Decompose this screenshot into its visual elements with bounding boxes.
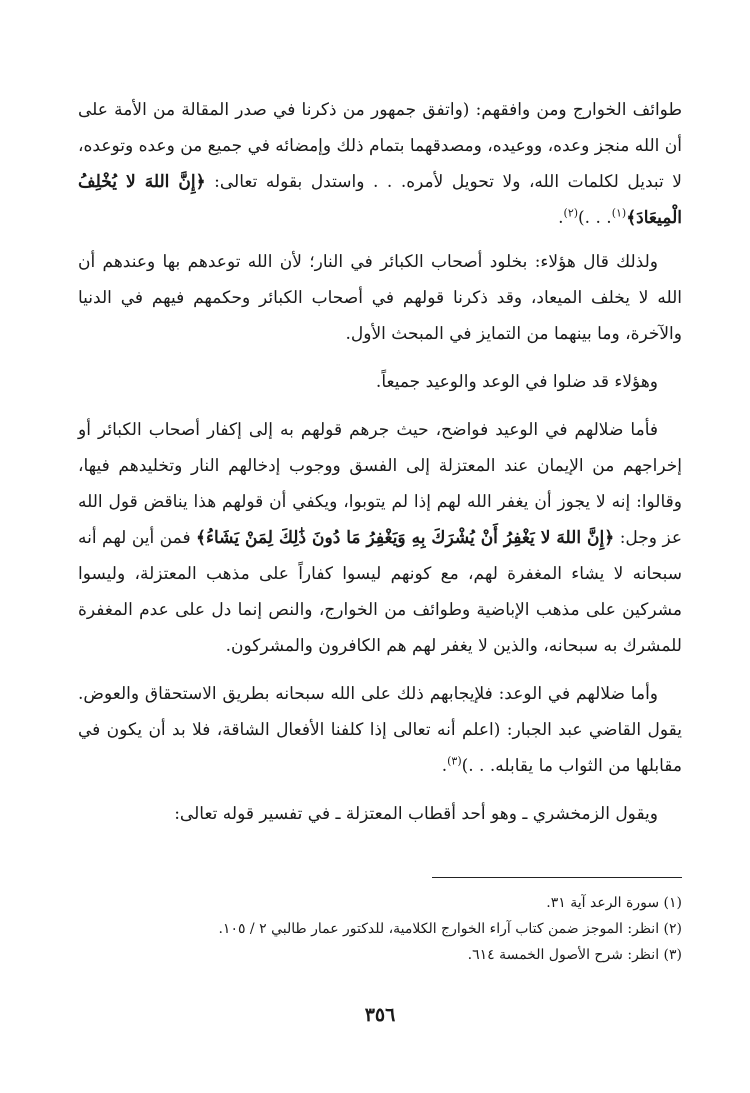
footnote-2: (٢) انظر: الموجز ضمن كتاب آراء الخوارج الكلامية، للدكتور عمار طالبي ٢ / ١٠٥. [218,921,682,937]
paragraph-3: وهؤلاء قد ضلوا في الوعد والوعيد جميعاً. [375,372,658,392]
paragraph-5-end: . [441,756,448,776]
paragraph-6: ويقول الزمخشري ـ وهو أحد أقطاب المعتزلة ـ في تفسير قوله تعالى: [174,804,658,824]
page-body [78,92,682,1052]
footnote-ref-3[interactable]: (٣) [447,754,462,768]
paragraph-1 [78,92,682,236]
page-number: ٣٥٦ [364,1004,396,1026]
footnote-ref-2[interactable]: (٢) [563,206,579,220]
paragraph-4-continuation: فمن أين لهم أنه سبحانه لا يشاء المغفرة لهم، مع كونهم ليسوا كفاراً على مذهب المعتزلة، وليسوا مشركين على مذهب الإباضية وطوائف من الخوارج، والنص إنما دل على عدم المغفرة للمشرك به سبحانه، والذين لا يغفر لهم هم الكافرون والمشركون. [78,528,682,656]
paragraph-1-text: طوائف الخوارج ومن وافقهم: (واتفق جمهور من ذكرنا في صدر المقالة من الأمة على أن الله منجز وعده، ووعيده، ومصدقهما بتمام ذلك وإمضائه في جميع من وعده وتوعده، لا تبديل لكلمات الله، ولا تحويل لأمره. . . واستدل بقوله تعالى: [78,100,682,192]
paragraph-4 [78,412,682,664]
paragraph-5-text: وأما ضلالهم في الوعد: فلإيجابهم ذلك على الله سبحانه بطريق الاستحقاق والعوض. يقول القاضي عبد الجبار: (اعلم أنه تعالى إذا كلفنا الأفعال الشاقة، فلا بد أن يكون في مقابلها من الثواب ما يقابله. . .) [78,684,682,776]
paragraph-2: ولذلك قال هؤلاء: بخلود أصحاب الكبائر في النار؛ لأن الله توعدهم بها وعندهم أن الله لا يخلف الميعاد، وقد ذكرنا قولهم في أصحاب الكبائر وحكمهم فيهم في الدنيا والآخرة، وما بينهما من التمايز في المبحث الأول. [78,252,682,344]
quran-verse-2: ﴿إِنَّ اللهَ لا يَغْفِرُ أَنْ يُشْرَكَ بِهِ وَيَغْفِرُ مَا دُونَ ذَٰلِكَ لِمَنْ يَشَاءُ﴾ [196,528,615,548]
footnotes [78,890,682,968]
paragraph-1-ellipsis: . . .) [578,208,612,228]
footnote-3: (٣) انظر: شرح الأصول الخمسة ٦١٤. [467,947,682,963]
paragraph-4-text: فأما ضلالهم في الوعيد فواضح، حيث جرهم قولهم به إلى إكفار أصحاب الكبائر أو إخراجهم من الإيمان عند المعتزلة إلى الفسق ووجوب إدخالهم النار وتخليدهم فيها، وقالوا: إنه لا يجوز أن يغفر الله لهم إذا لم يتوبوا، ويكفي أن قولهم هذا يناقض قول الله عز وجل: [78,420,682,548]
footnote-ref-1[interactable]: (١) [611,206,627,220]
paragraph-1-end: . [558,208,564,228]
footnote-divider [432,877,682,878]
footnote-1: (١) سورة الرعد آية ٣١. [546,895,682,911]
paragraph-5 [78,676,682,784]
quran-verse-1: ﴿إِنَّ اللهَ لا يُخْلِفُ الْمِيعَادَ﴾ [78,172,682,228]
